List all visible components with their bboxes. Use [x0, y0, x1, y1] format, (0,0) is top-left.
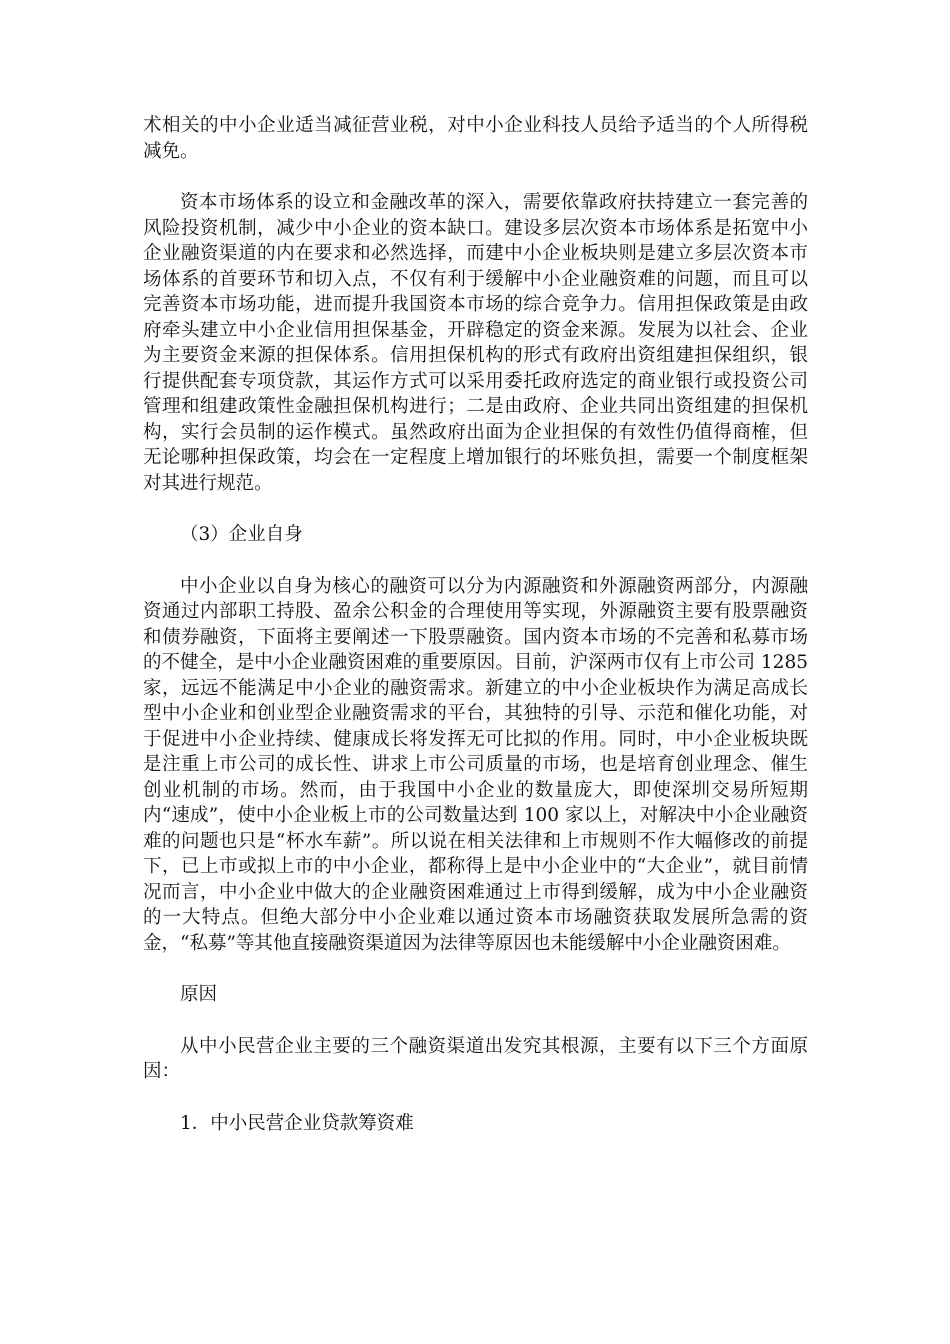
list-item-loan-difficulty: 1．中小民营企业贷款筹资难 [180, 1112, 414, 1134]
document-body [143, 113, 808, 1136]
section-heading-reasons: 原因 [180, 984, 218, 1005]
paragraph-enterprise-financing: 中小企业以自身为核心的融资可以分为内源融资和外源融资两部分，内源融资通过内部职工持股、盈余公积金的合理使用等实现，外源融资主要有股票融资和债券融资，下面将主要阐述一下股票融资。国内资本市场的不完善和私募市场的不健全，是中小企业融资困难的重要原因。目前，沪深两市仅有上市公司 1285 家，远远不能满足中小企业的融资需求。新建立的中小企业板块作为满足高成长型中小企业和创业型企业融资需求的平台，其独特的引导、示范和催化功能，对于促进中小企业持续、健康成长将发挥无可比拟的作用。同时，中小企业板块既是注重上市公司的成长性、讲求上市公司质量的市场，也是培育创业理念、催生创业机制的市场。然而，由于我国中小企业的数量庞大，即使深圳交易所短期内“速成”，使中小企业板上市的公司数量达到 100 家以上，对解决中小企业融资难的问题也只是“杯水车薪”。所以说在相关法律和上市规则不作大幅修改的前提下，已上市或拟上市的中小企业，都称得上是中小企业中的“大企业”，就目前情况而言，中小企业中做大的企业融资困难通过上市得到缓解，成为中小企业融资的一大特点。但绝大部分中小企业难以通过资本市场融资获取发展所急需的资金，“私募”等其他直接融资渠道因为法律等原因也未能缓解中小企业融资困难。 [143, 575, 808, 954]
section-heading-enterprise-itself: （3）企业自身 [180, 524, 303, 545]
paragraph-capital-market: 资本市场体系的设立和金融改革的深入，需要依靠政府扶持建立一套完善的风险投资机制，减少中小企业的资本缺口。建设多层次资本市场体系是拓宽中小企业融资渠道的内在要求和必然选择，而建中小企业板块则是建立多层次资本市场体系的首要环节和切入点，不仅有利于缓解中小企业融资难的问题，而且可以完善资本市场功能，进而提升我国资本市场的综合竞争力。信用担保政策是由政府牵头建立中小企业信用担保基金，开辟稳定的资金来源。发展为以社会、企业为主要资金来源的担保体系。信用担保机构的形式有政府出资组建担保组织，银行提供配套专项贷款，其运作方式可以采用委托政府选定的商业银行或投资公司管理和组建政策性金融担保机构进行；二是由政府、企业共同出资组建的担保机构，实行会员制的运作模式。虽然政府出面为企业担保的有效性仍值得商榷，但无论哪种担保政策，均会在一定程度上增加银行的坏账负担，需要一个制度框架对其进行规范。 [143, 192, 808, 494]
paragraph-continuation: 术相关的中小企业适当减征营业税，对中小企业科技人员给予适当的个人所得税减免。 [143, 115, 808, 162]
paragraph-reasons-intro: 从中小民营企业主要的三个融资渠道出发究其根源，主要有以下三个方面原因： [143, 1035, 808, 1082]
